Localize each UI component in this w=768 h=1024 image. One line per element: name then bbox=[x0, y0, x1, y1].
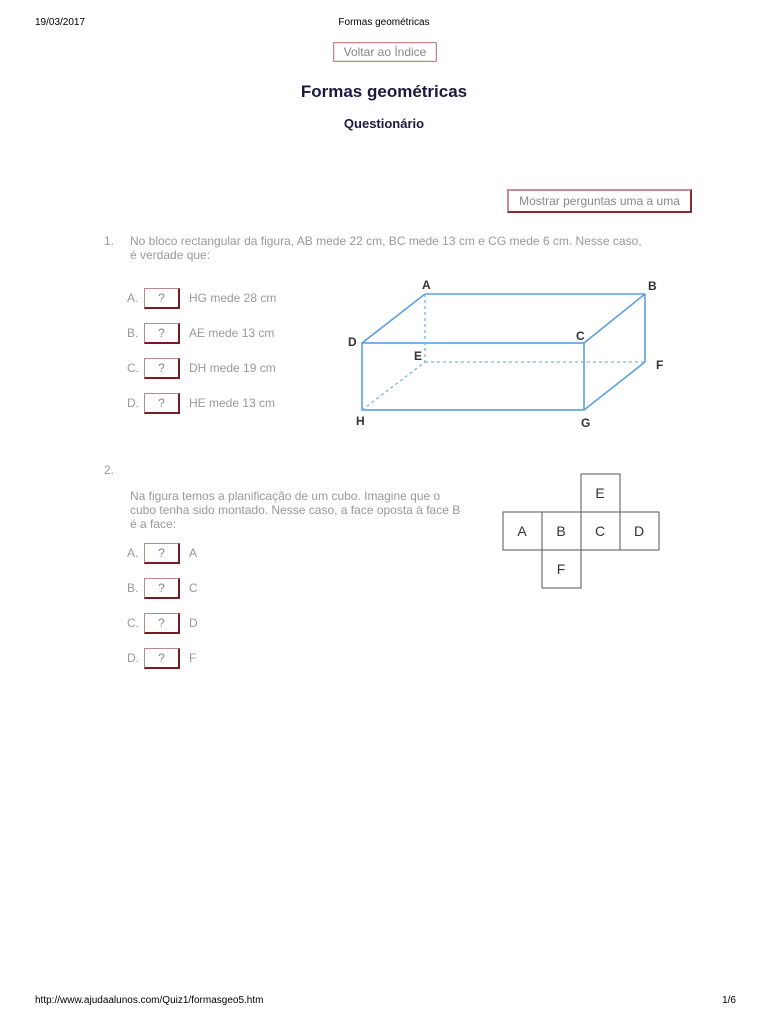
print-title: Formas geométricas bbox=[338, 17, 430, 28]
page-title: Formas geométricas bbox=[300, 82, 468, 101]
print-url: http://www.ajudaalunos.com/Quiz1/formasgeo5.htm bbox=[35, 995, 264, 1006]
q2-option-b-text: C bbox=[189, 581, 198, 595]
q1-option-b-text: AE mede 13 cm bbox=[189, 326, 275, 340]
question-2-text-line1: Na figura temos a planificação de um cubo. Imagine que o bbox=[130, 489, 441, 503]
q2-option-d-letter: D. bbox=[127, 651, 139, 665]
rectangular-block-figure bbox=[340, 270, 690, 435]
q1-option-d-letter: D. bbox=[127, 396, 139, 410]
vertex-label-h: H bbox=[356, 414, 365, 428]
cube-net-figure bbox=[487, 465, 667, 600]
net-label-b: B bbox=[556, 523, 566, 539]
q2-option-d-answer-box[interactable]: ? bbox=[144, 648, 180, 669]
question-2-text-line2: cubo tenha sido montado. Nesse caso, a face oposta à face B bbox=[130, 503, 461, 517]
q1-option-a-text: HG mede 28 cm bbox=[189, 291, 277, 305]
q1-option-b-answer-box[interactable]: ? bbox=[144, 323, 180, 344]
net-label-f: F bbox=[556, 561, 566, 577]
vertex-label-e: E bbox=[414, 349, 423, 363]
q1-option-c-text: DH mede 19 cm bbox=[189, 361, 276, 375]
q1-option-c-answer-box[interactable]: ? bbox=[144, 358, 180, 379]
question-2-number: 2. bbox=[104, 463, 115, 477]
q1-option-c-letter: C. bbox=[127, 361, 139, 375]
q2-option-b-answer-box[interactable]: ? bbox=[144, 578, 180, 599]
print-page-number: 1/6 bbox=[722, 995, 736, 1006]
q2-option-a-answer-box[interactable]: ? bbox=[144, 543, 180, 564]
vertex-label-b: B bbox=[648, 279, 657, 293]
net-label-c: C bbox=[594, 523, 606, 539]
vertex-label-f: F bbox=[656, 358, 664, 372]
q1-option-d-text: HE mede 13 cm bbox=[189, 396, 276, 410]
vertex-label-a: A bbox=[422, 278, 431, 292]
print-date: 19/03/2017 bbox=[35, 17, 86, 28]
q2-option-c-letter: C. bbox=[127, 616, 139, 630]
q1-option-b-letter: B. bbox=[127, 326, 139, 340]
q1-option-a-letter: A. bbox=[127, 291, 139, 305]
back-to-index-button[interactable]: Voltar ao Índice bbox=[333, 42, 437, 62]
q1-option-d-answer-box[interactable]: ? bbox=[144, 393, 180, 414]
page-subtitle: Questionário bbox=[343, 116, 425, 131]
q2-option-a-letter: A. bbox=[127, 546, 139, 560]
net-label-d: D bbox=[633, 523, 645, 539]
question-1-text-line1: No bloco rectangular da figura, AB mede 22 cm, BC mede 13 cm e CG mede 6 cm. Nesse caso, bbox=[130, 234, 642, 248]
net-label-a: A bbox=[517, 523, 527, 539]
q2-option-c-text: D bbox=[189, 616, 198, 630]
q2-option-a-text: A bbox=[189, 546, 198, 560]
show-questions-one-by-one-button[interactable]: Mostrar perguntas uma a uma bbox=[507, 189, 692, 213]
q2-option-c-answer-box[interactable]: ? bbox=[144, 613, 180, 634]
question-1-text-line2: é verdade que: bbox=[130, 248, 211, 262]
question-1-number: 1. bbox=[104, 234, 115, 248]
net-label-e: E bbox=[595, 485, 605, 501]
vertex-label-d: D bbox=[348, 335, 357, 349]
q2-option-b-letter: B. bbox=[127, 581, 139, 595]
q2-option-d-text: F bbox=[189, 651, 197, 665]
vertex-label-c: C bbox=[576, 329, 585, 343]
vertex-label-g: G bbox=[581, 416, 591, 430]
question-2-text-line3: é a face: bbox=[130, 517, 177, 531]
q1-option-a-answer-box[interactable]: ? bbox=[144, 288, 180, 309]
